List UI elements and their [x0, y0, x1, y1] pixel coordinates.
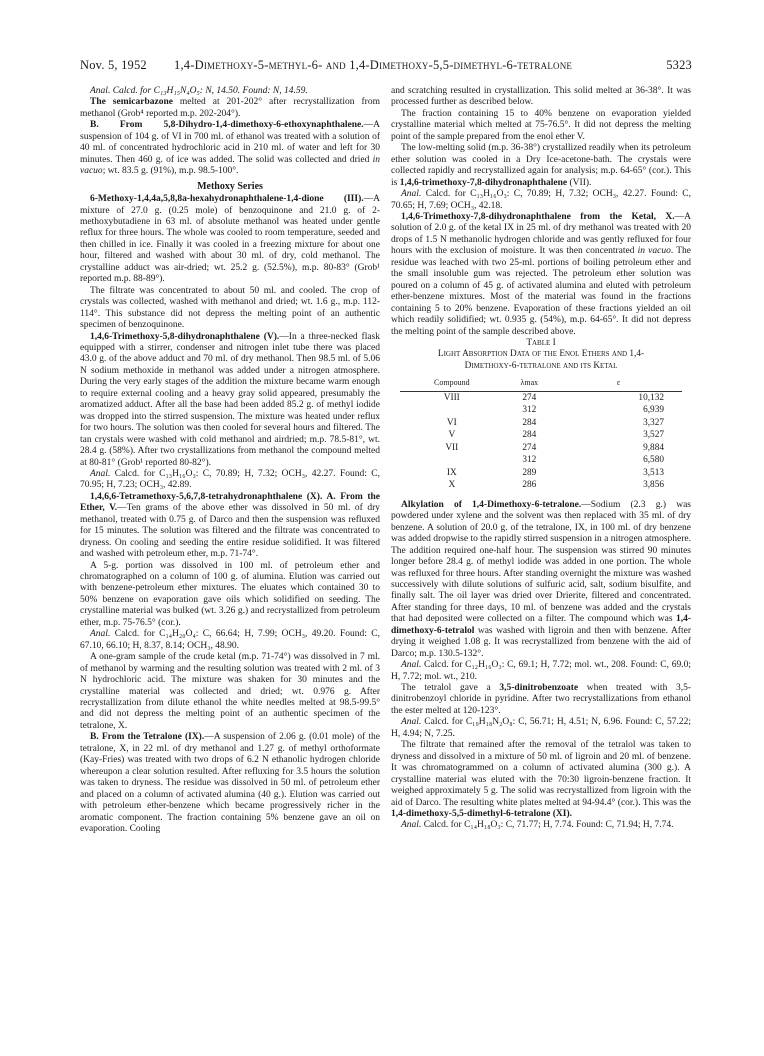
paragraph — [80, 332, 380, 469]
table-cell: VI — [446, 417, 457, 428]
table-row — [400, 417, 682, 430]
table-cell: 6,580 — [643, 455, 664, 466]
analysis-paragraph — [391, 717, 691, 740]
analysis-text: Calcd. for C₁₂H₁₆O₃: C, 69.1; H, 7.72; mol. wt., 208. Found: C, 69.0; H, 7.72; mol. wt., 210. — [391, 660, 691, 682]
body-text: (VII). — [567, 177, 592, 188]
table-cell: 3,527 — [643, 430, 664, 441]
body-text: was washed with ligroin and then with benzene. After drying it weighed 1.08 g. It was recrystallized from benzene with the aid of Darco; m.p. 130.5-132°. — [391, 625, 691, 659]
table-cell: 9,884 — [643, 442, 664, 453]
table-cell: 286 — [522, 480, 537, 491]
table-caption — [391, 349, 691, 372]
anal-label: Anal. — [401, 189, 422, 200]
analysis-paragraph — [80, 469, 380, 492]
analysis-paragraph — [80, 629, 380, 652]
section-heading: Methoxy Series — [197, 180, 263, 192]
analysis-text: Calcd. for C₁₃H₁₆O₃: C, 70.89; H, 7.32; OCH₃, 42.27. Found: C, 70.65; H, 7.69; OCH₃, 42.18. — [391, 189, 691, 211]
analysis-text: Anal. Calcd. for C₁₃H₁₅N₄O₅: N, 14.50. Found: N, 14.59. — [90, 86, 308, 96]
anal-label: Anal. — [401, 717, 422, 728]
paragraph — [391, 683, 691, 717]
compound-name: 1,4,6,6-Tetramethoxy-5,6,7,8-tetrahydronaphthalene (X). — [90, 491, 323, 502]
paragraph — [391, 143, 691, 189]
column-header: ε — [555, 376, 682, 391]
compound-name: 1,4-dimethoxy-5,5-dimethyl-6-tetralone (XI). — [391, 809, 572, 820]
compound-name: 1,4,6-Trimethoxy-7,8-dihydronaphthalene from the Ketal, X. — [401, 211, 675, 222]
table-row — [400, 404, 682, 417]
table-cell: V — [448, 430, 456, 441]
body-text: —Sodium (2.3 g.) was powdered under xylene and the solvent was then replaced with 35 ml. of dry benzene. A solution of 20.0 g. of the tetralone, IX, in 100 ml. of dry benzene was added dropwise to the rapidly stirred suspension in a nitrogen atmosphere. The addition required one-half hour. The suspension was stirred 90 minutes longer before 28.4 g. of methyl iodide was added in one portion. The whole was refluxed for three hours. After standing overnight the mixture was washed successively with dilute solutions of sulfuric acid, salt, sodium bisulfite, and finally salt. The oil layer was dried over Drierite, filtered and concentrated. After standing for three days, 10 ml. of benzene was added and the crystals that had deposited were collected on a filter. The compound which was — [391, 499, 691, 625]
table-row — [400, 479, 682, 492]
paragraph — [391, 740, 691, 820]
table-row — [400, 391, 682, 404]
table-cell: 3,513 — [643, 467, 664, 478]
table-cell: 284 — [522, 430, 537, 441]
table-caption-line: Dimethoxy-6-tetralone and its Ketal — [464, 360, 618, 371]
analysis-paragraph — [391, 820, 691, 831]
body-text: when treated with 3,5-dinitrobenzoyl chloride in pyridine. After two recrystallizations from ethanol the ester melted at 120-123°. — [391, 683, 691, 716]
table-cell: 274 — [522, 392, 537, 403]
paragraph — [391, 500, 691, 660]
anal-label: Anal. — [401, 660, 422, 671]
table-row — [400, 454, 682, 467]
body-text: ; wt. 83.5 g. (91%), m.p. 98.5-100°. — [102, 166, 239, 177]
table-cell: 312 — [522, 405, 537, 416]
analysis-paragraph — [391, 189, 691, 212]
anal-label: Anal. — [90, 629, 111, 640]
analysis-paragraph — [80, 86, 380, 97]
table-cell: 289 — [522, 467, 537, 478]
table-row — [400, 442, 682, 455]
italic-text: in vacuo — [637, 246, 671, 257]
table-cell: VIII — [443, 392, 460, 403]
analysis-text: Calcd. for C₁₃H₁₆O₃: C, 70.89; H, 7.32; OCH₃, 42.27. Found: C, 70.95; H, 7.23; OCH₃, 42.89. — [80, 468, 380, 491]
compound-name: The semicarbazone — [90, 97, 173, 108]
body-text: —A solution of 2.0 g. of the ketal IX in 25 ml. of dry methanol was treated with 20 drops of 1.5 N methanolic hydrogen chloride and was gently refluxed for four hours with the exclusion of moisture. It was then concentrated — [391, 211, 691, 257]
table-cell: 284 — [522, 417, 537, 428]
compound-name: B. From the Tetralone (IX). — [90, 732, 205, 743]
table-cell: 6,939 — [643, 405, 664, 416]
compound-name: 6-Methoxy-1,4,4a,5,8,8a-hexahydronaphthalene-1,4-dione (III). — [90, 194, 364, 205]
body-text: The low-melting solid (m.p. 36-38°) crystallized readily when its petroleum ether solution was cooled in a Dry Ice-acetone-bath. The crystals were collected rapidly and recrystallized again for analysis; m.p. 64-65° (cor.). This is — [391, 143, 691, 188]
paragraph — [80, 194, 380, 286]
paragraph: The filtrate was concentrated to about 50 ml. and cooled. The crop of crystals was collected, washed with methanol and dried; wt. 1.6 g., m.p. 112-114°. This substance did not depress the melting point of an authentic specimen of benzoquinone. — [80, 285, 380, 331]
paragraph — [80, 492, 380, 561]
body-text: —A suspension of 2.06 g. (0.01 mole) of the tetralone, X, in 22 ml. of dry methanol and 1.27 g. of methyl orthoformate (Kay-Fries) was treated with two drops of 6.2 N ethanolic hydrogen chloride whereupon a clear solution resulted. After refluxing for 3.5 hours the solution was taken to dryness. The residue was dissolved in 50 ml. of petroleum ether and placed on a column of activated alumina (40 g.). Elution was carried out with petroleum ether-benzene which became progressively richer in the aromatic component. The fraction containing 5% benzene gave an oil on evaporation. Cooling — [80, 732, 380, 834]
analysis-paragraph — [391, 660, 691, 683]
paragraph: and scratching resulted in crystallization. This solid melted at 36-38°. It was processed further as described below. — [391, 86, 691, 108]
table-cell: 3,856 — [643, 480, 664, 491]
table-cell: X — [448, 480, 456, 491]
anal-label: Anal. — [90, 468, 111, 479]
table-caption-line: Light Absorption Data of the Enol Ethers and 1,4- — [437, 349, 645, 360]
table-cell: 3,327 — [643, 417, 664, 428]
paragraph — [80, 732, 380, 835]
left-column — [80, 86, 380, 1036]
column-header: Compound — [400, 376, 504, 391]
paragraph — [80, 97, 380, 120]
body-text: —A suspension of 104 g. of VI in 700 ml. of ethanol was treated with a solution of 40 ml. of concentrated hydrochloric acid in 210 ml. of water and left for 30 minutes. Then 460 g. of ice was added. The solid was collected and dried — [80, 120, 380, 165]
table-row — [400, 467, 682, 480]
body-text: melted at 201-202° after recrystallization from methanol (Grob⁴ reported m.p. 202-204°). — [80, 97, 380, 119]
analysis-text: Calcd. for C₁₉H₁₈N₂O₈: C, 56.71; H, 4.51; N, 6.96. Found: C, 57.22; H, 4.94; N, 7.25. — [391, 717, 691, 739]
compound-name: 1,4,6-trimethoxy-7,8-dihydronaphthalene — [399, 177, 568, 188]
table-cell — [400, 404, 504, 417]
header-title: 1,4-Dimethoxy-5-methyl-6- and 1,4-Dimethoxy-5,5-dimethyl-6-tetralone — [174, 58, 573, 72]
body-text: The filtrate that remained after the removal of the tetralol was taken to dryness and dissolved in a mixture of 50 ml. of ligroin and 20 ml. of benzene. It was chromatogrammed on a column of activated alumina (300 g.). A crystalline material was eluted with the 70:30 ligroin-benzene fraction. It weighed approximately 5 g. The solid was recrystallized from ligroin with the aid of Darco. The resulting white plates melted at 94-94.4° (cor.). This was the — [391, 740, 691, 808]
page-header — [80, 58, 692, 76]
table-cell: VII — [445, 442, 459, 453]
compound-name: 1,4,6-Trimethoxy-5,8-dihydronaphthalene (V). — [90, 331, 280, 342]
body-text: —Ten grams of the above ether was dissolved in 50 ml. of dry methanol, treated with 0.75 g. of Darco and then the suspension was refluxed for 15 minutes. The solution was filtered and the filtrate was concentrated to dryness. On cooling and seeding the entire residue solidified. It was filtered and washed with petroleum ether, m.p. 71-74°. — [80, 503, 380, 560]
italic-text: in vacuo — [80, 154, 380, 177]
compound-name: 1,4-dimethoxy-6-tetralol — [391, 614, 691, 636]
table-cell: 10,132 — [638, 392, 664, 403]
paragraph: A 5-g. portion was dissolved in 100 ml. of petroleum ether and chromatographed on a column of 100 g. of alumina. Elution was carried out with benzene-petroleum ether mixtures. The eluates which contained 30 to 50% benzene on evaporation gave oils which solidified on seeding. The crystalline material was bulked (wt. 3.26 g.) and recrystallized from petroleum ether, m.p. 75-76.5° (cor.). — [80, 560, 380, 628]
header-date: Nov. 5, 1952 — [80, 58, 147, 72]
compound-name: A. From the Ether, V. — [80, 491, 380, 514]
anal-label: Anal. — [401, 820, 422, 831]
table-label: Table I — [526, 337, 556, 348]
body-text: —A mixture of 27.0 g. (0.25 mole) of benzoquinone and 21.0 g. of 2-methoxybutadiene in 63 ml. of absolute methanol was heated under gentle reflux for three hours. The whole was cooled to room temperature, seeded and then chilled in ice. Finally it was cooled in a freezing mixture for about one hour, filtered and washed with about 30 ml. of dry, cold methanol. The crystalline adduct was air-dried; wt. 25.2 g. (52.5%), m.p. 80-83° (Grob¹ reported m.p. 88-89°). — [80, 194, 380, 285]
analysis-text: Calcd. for C₁₄H₁₈O₃: C, 71.77; H, 7.74. Found: C, 71.94; H, 7.74. — [421, 820, 674, 831]
column-header: λmax — [504, 376, 555, 391]
body-text: The tetralol gave a — [401, 683, 500, 694]
compound-name: 3,5-dinitrobenzoate — [499, 683, 579, 694]
compound-name: B. From 5,8-Dihydro-1,4-dimethoxy-6-ethoxynaphthalene. — [90, 120, 364, 131]
right-column — [391, 86, 691, 1036]
compound-name: Alkylation of 1,4-Dimethoxy-6-tetralone. — [401, 499, 582, 510]
analysis-text: Calcd. for C₁₄H₂₀O₄: C, 66.64; H, 7.99; OCH₃, 49.20. Found: C, 67.10, 66.10; H, 8.37, 8.14; OCH₃, 48.90. — [80, 629, 380, 651]
body-text: . The residue was leached with two 25-ml. portions of boiling petroleum ether and the small insoluble gum was rejected. The petroleum ether solution was poured on a column of 45 g. of activated alumina and eluted with petroleum ether-benzene mixtures. Most of the material was found in the fractions containing 5 to 20% benzene. Evaporation of these fractions yielded an oil which readily solidified; wt. 0.935 g. (54%), m.p. 64-65°. It did not depress the melting point of the sample described above. — [391, 246, 691, 337]
table-cell: 312 — [522, 455, 537, 466]
paragraph: A one-gram sample of the crude ketal (m.p. 71-74°) was dissolved in 7 ml. of methanol by warming and the resulting solution was treated with 2 ml. of 3 N hydrochloric acid. The mixture was shaken for 30 minutes and the crystalline material was collected and dried; wt. 0.976 g. After recrystallization from dilute ethanol the white needles melted at 98.5-99.5° and did not depress the melting point of an authentic specimen of the tetralone, X. — [80, 652, 380, 731]
table-header-row — [400, 376, 682, 391]
table-cell — [400, 454, 504, 467]
table-row — [400, 429, 682, 442]
page-number: 5323 — [666, 58, 692, 72]
body-text: —In a three-necked flask equipped with a stirrer, condenser and nitrogen inlet tube there was placed 43.0 g. of the above adduct and 70 ml. of dry methanol. Then 98.5 ml. of 5.06 N sodium methoxide in methanol was added under a nitrogen atmosphere. During the very early stages of the addition the mixture became warm enough to require external cooling and a heavy gray solid appeared, presumably the aromatized adduct. After all the base had been added 85.2 g. of methyl iodide was dropped into the stirred suspension. The mixture was heated under reflux for two hours. The solution was then cooled for several hours and filtered. The tan crystals were washed with cold methanol and airdried; m.p. 78.5-81°, wt. 28.4 g. (58%). After two crystallizations from methanol the compound melted at 80-81° (Grob¹ reported 80-82°). — [80, 331, 380, 468]
paragraph: The fraction containing 15 to 40% benzene on evaporation yielded crystalline material which melted at 75-76.5°. It did not depress the melting point of the sample prepared from the enol ether V. — [391, 108, 691, 142]
table-cell: 274 — [522, 442, 537, 453]
table-cell: IX — [446, 467, 457, 478]
paragraph — [80, 120, 380, 177]
absorption-table — [400, 376, 682, 491]
paragraph — [391, 212, 691, 338]
